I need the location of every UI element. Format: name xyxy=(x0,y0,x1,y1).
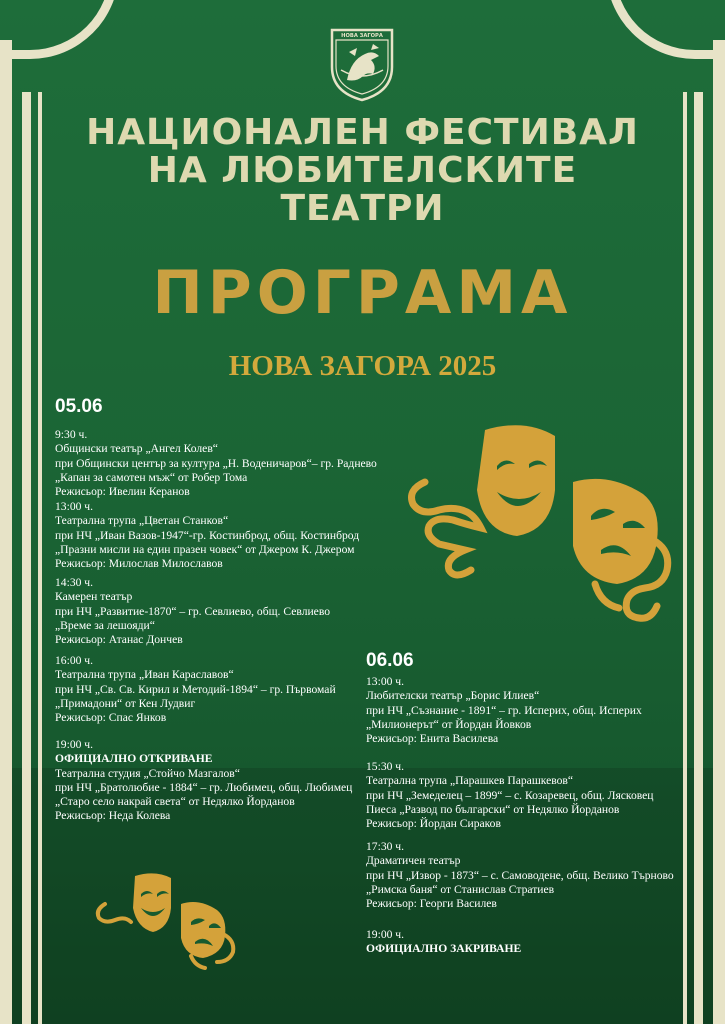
event-play: „Старо село накрай света“ от Недялко Йорданов xyxy=(55,795,295,809)
day-1-event-3 xyxy=(55,576,330,647)
event-troupe: Театрална трупа „Парашкев Парашкевов“ xyxy=(366,774,574,788)
event-time: 15:30 ч. xyxy=(366,760,405,773)
event-venue: при НЧ „Земеделец – 1899“ – с. Козаревец, общ. Лясковец xyxy=(366,788,654,802)
event-title: ОФИЦИАЛНО ЗАКРИВАНЕ xyxy=(366,942,522,956)
event-venue: при НЧ „Извор - 1873“ – с. Самоводене, общ. Велико Търново xyxy=(366,868,674,882)
day-2-event-2 xyxy=(366,760,654,831)
event-venue: при Общински център за култура „Н. Воденичаров“– гр. Раднево xyxy=(55,456,377,470)
day-1-event-1 xyxy=(55,428,377,499)
event-venue: при НЧ „Братолюбие - 1884“ – гр. Любимец, общ. Любимец xyxy=(55,780,353,794)
event-time: 13:00 ч. xyxy=(366,675,405,688)
event-time: 19:00 ч. xyxy=(55,738,94,751)
event-venue: при НЧ „Св. Св. Кирил и Методий-1894“ – гр. Първомай xyxy=(55,682,336,696)
event-director: Режисьор: Атанас Дончев xyxy=(55,633,183,647)
event-troupe: Театрална трупа „Иван Караславов“ xyxy=(55,668,234,682)
day-2-event-1 xyxy=(366,675,642,746)
program-heading: ПРОГРАМА xyxy=(152,258,573,328)
day-2-event-3 xyxy=(366,840,674,911)
festival-title-line-1: НАЦИОНАЛЕН ФЕСТИВАЛ xyxy=(86,112,639,153)
town-emblem xyxy=(327,22,397,102)
event-venue: при НЧ „Съзнание - 1891“ – гр. Исперих, общ. Исперих xyxy=(366,703,642,717)
event-director: Режисьор: Георги Василев xyxy=(366,897,497,911)
event-play: „Примадони“ от Кен Лудвиг xyxy=(55,696,196,710)
day-1-date: 05.06 xyxy=(55,396,103,417)
event-venue: при НЧ „Иван Вазов-1947“-гр. Костинброд, общ. Костинброд xyxy=(55,528,360,542)
right-arch-decoration xyxy=(606,0,725,59)
event-director: Режисьор: Неда Колева xyxy=(55,809,171,823)
day-1-event-4 xyxy=(55,654,336,725)
day-1-event-2 xyxy=(55,500,359,571)
event-troupe: Камерен театър xyxy=(55,590,133,604)
event-troupe: Драматичен театър xyxy=(366,854,461,868)
event-time: 9:30 ч. xyxy=(55,428,88,441)
day-2-date: 06.06 xyxy=(366,650,414,671)
theater-masks-icon xyxy=(405,420,680,625)
event-play: „Празни мисли на един празен човек“ от Джером К. Джером xyxy=(55,542,355,556)
event-troupe: Общински театър „Ангел Колев“ xyxy=(55,442,218,456)
left-column-2 xyxy=(22,92,31,1024)
event-director: Режисьор: Спас Янков xyxy=(55,711,167,725)
event-troupe: Любителски театър „Борис Илиев“ xyxy=(366,689,540,703)
event-play: „Капан за самотен мъж“ от Робер Тома xyxy=(55,470,248,484)
event-venue: при НЧ „Развитие-1870“ – гр. Севлиево, общ. Севлиево xyxy=(55,604,331,618)
theater-masks-small-icon xyxy=(95,870,240,970)
day-2-event-4 xyxy=(366,928,521,957)
event-time: 17:30 ч. xyxy=(366,840,405,853)
event-director: Режисьор: Енита Василева xyxy=(366,732,499,746)
event-director: Режисьор: Ивелин Керанов xyxy=(55,485,190,499)
event-time: 13:00 ч. xyxy=(55,500,94,513)
left-column-3 xyxy=(38,92,42,1024)
event-title: ОФИЦИАЛНО ОТКРИВАНЕ xyxy=(55,752,213,766)
event-play: „Време за лешояди“ xyxy=(55,618,155,632)
event-director: Режисьор: Милослав Милославов xyxy=(55,557,223,571)
event-troupe: Театрална студия „Стойчо Мазгалов“ xyxy=(55,766,240,780)
emblem-text: НОВА ЗАГОРА xyxy=(341,33,383,39)
festival-title-line-2: НА ЛЮБИТЕЛСКИТЕ xyxy=(147,150,578,191)
event-time: 14:30 ч. xyxy=(55,576,94,589)
event-play: Пиеса „Развод по български“ от Недялко Йорданов xyxy=(366,802,620,816)
city-year-heading: НОВА ЗАГОРА 2025 xyxy=(228,350,497,382)
event-troupe: Театрална трупа „Цветан Станков“ xyxy=(55,514,229,528)
event-play: „Римска баня“ от Станислав Стратиев xyxy=(366,882,555,896)
event-play: „Милионерът“ от Йордан Йовков xyxy=(366,717,532,731)
event-time: 16:00 ч. xyxy=(55,654,94,667)
day-1-event-5 xyxy=(55,738,352,824)
right-column-2 xyxy=(694,92,703,1024)
left-arch-decoration xyxy=(0,0,119,59)
event-time: 19:00 ч. xyxy=(366,928,405,941)
festival-title-line-3: ТЕАТРИ xyxy=(280,188,445,229)
event-director: Режисьор: Йордан Сираков xyxy=(366,817,501,831)
right-column-3 xyxy=(683,92,687,1024)
